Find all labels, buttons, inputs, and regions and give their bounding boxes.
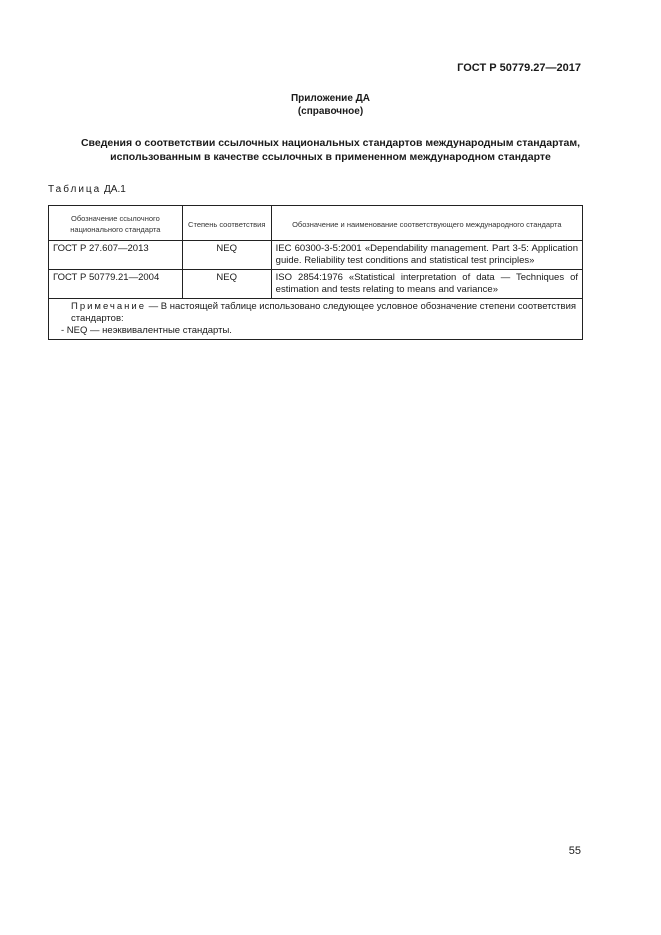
international-standard-cell: ISO 2854:1976 «Statistical interpretation of data — Techniques of estimation and tests relating to means and variance» <box>271 270 582 299</box>
column-header-degree: Степень соответствия <box>182 206 271 241</box>
table-caption-id: ДА.1 <box>104 184 126 195</box>
degree-cell: NEQ <box>182 270 271 299</box>
section-title-line-2: использованным в качестве ссылочных в примененном международном стандарте <box>110 151 551 163</box>
page-number: 55 <box>568 845 581 857</box>
national-standard-cell: ГОСТ Р 50779.21—2004 <box>49 270 183 299</box>
note-label: Примечание <box>71 301 146 312</box>
column-header-international: Обозначение и наименование соответствующего международного стандарта <box>271 206 582 241</box>
table-caption-prefix: Таблица <box>48 184 102 195</box>
section-title-line-1: Сведения о соответствии ссылочных национальных стандартов международным стандартам, <box>80 137 581 149</box>
appendix-heading <box>0 92 661 118</box>
table-caption <box>48 184 126 195</box>
table-row <box>49 241 583 270</box>
table-note <box>49 299 583 340</box>
note-line <box>53 301 578 325</box>
standards-table <box>48 205 583 340</box>
table-note-row <box>49 299 583 340</box>
note-text: — В настоящей таблице использовано следующее условное обозначение степени соответствия стандартов: <box>71 301 577 324</box>
national-standard-cell: ГОСТ Р 27.607—2013 <box>49 241 183 270</box>
document-code: ГОСТ Р 50779.27—2017 <box>457 62 581 74</box>
column-header-national: Обозначение ссылочного национального стандарта <box>49 206 183 241</box>
appendix-title: Приложение ДА <box>290 93 371 104</box>
appendix-subtitle: (справочное) <box>297 106 364 117</box>
section-title <box>40 136 621 164</box>
table-header-row <box>49 206 583 241</box>
degree-cell: NEQ <box>182 241 271 270</box>
note-item: - NEQ — неэквивалентные стандарты. <box>61 325 232 336</box>
table-row <box>49 270 583 299</box>
international-standard-cell: IEC 60300-3-5:2001 «Dependability management. Part 3-5: Application guide. Reliability test conditions and statistical test principles» <box>271 241 582 270</box>
